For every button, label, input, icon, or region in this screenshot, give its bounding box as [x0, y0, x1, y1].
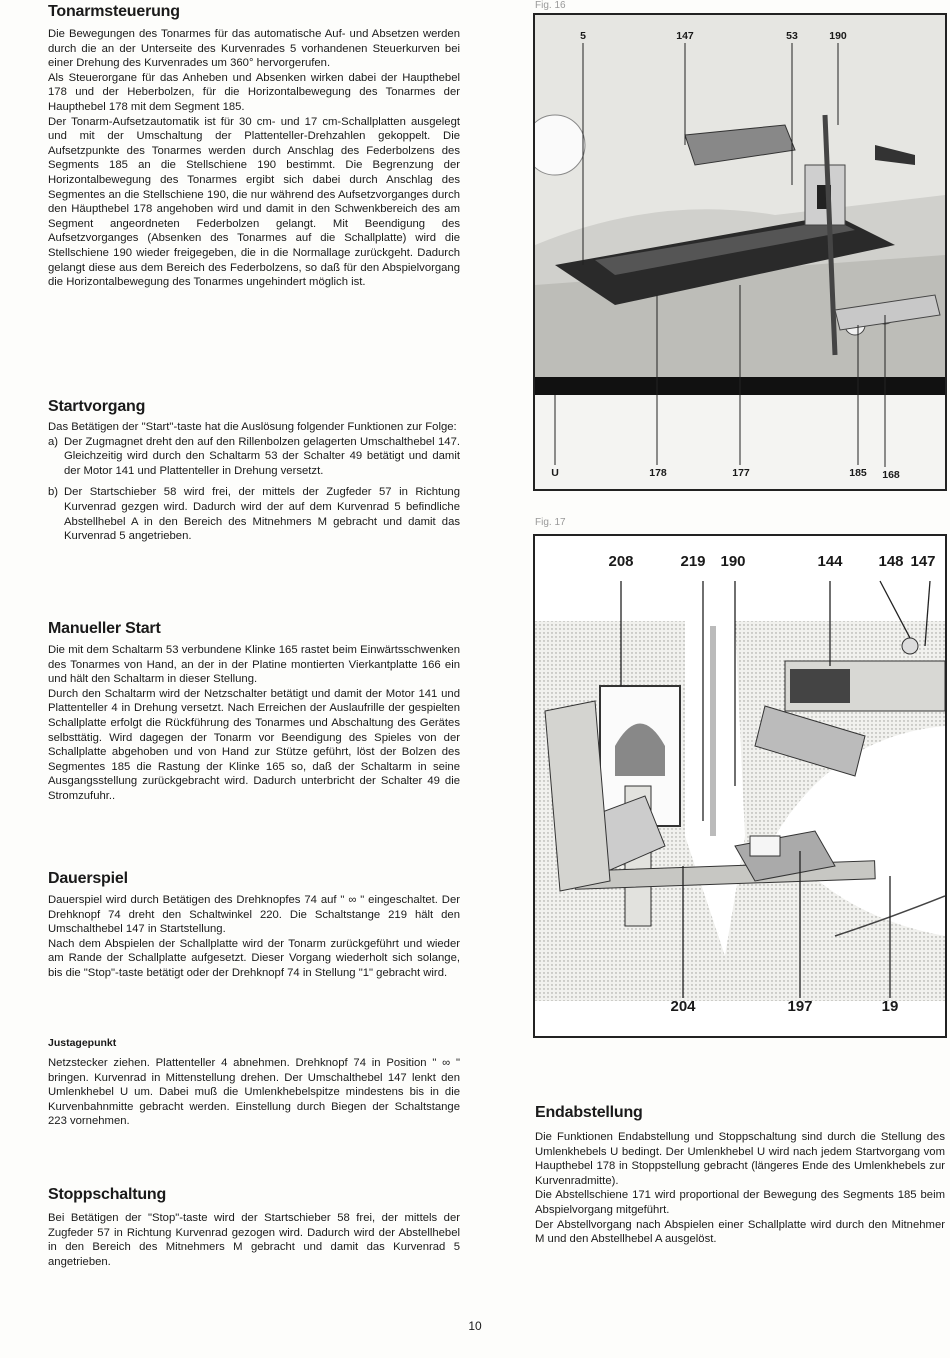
page-number: 10 — [468, 1319, 482, 1333]
list-text: Der Zugmagnet dreht den auf den Rillenbolzen gelagerten Umschalthebel 147. Gleichzeitig wird durch den Schaltarm 53 der Schalter 49 betätigt und damit der Motor 141 und Plattenteller in Drehung versetzt. — [64, 435, 460, 477]
label-178: 178 — [649, 467, 667, 479]
label-144: 144 — [817, 553, 843, 570]
label-19: 19 — [881, 998, 899, 1015]
paragraph: Durch den Schaltarm wird der Netzschalter betätigt und damit der Motor 141 und Plattenteller 4 in Drehung versetzt. Nach Erreichen der Auslaufrille der gespielten Schallplatte erfolgt die Rückführung des Tonarmes und Abschaltung des Gerätes selbsttätig. Wird dagegen der Tonarm vor Beendigung des Spieles von der Schallplatte abgehoben und von Hand zur Stütze geführt, löst der Bolzen des Segmentes 185 die Rastung der Klinke 165 so, daß der Schaltarm in seine Ausgangsstellung zurückgebracht wird. Dadurch unterbricht der Schalter 49 die Stromzufuhr.. — [48, 687, 460, 802]
list-marker: b) — [48, 486, 59, 499]
label-147: 147 — [910, 553, 936, 570]
heading-justagepunkt: Justagepunkt — [48, 1037, 117, 1049]
section-manueller-start — [48, 643, 460, 804]
paragraph: Die mit dem Schaltarm 53 verbundene Klinke 165 rastet beim Einwärtsschwenken des Tonarmes von Hand, an der in der Platine montierten Vierkantplatte 166 ein und hält den Schaltarm in dieser Stellung. — [48, 644, 460, 686]
paragraph: Die Funktionen Endabstellung und Stoppschaltung sind durch die Stellung des Umlenkhebels U bedingt. Der Umlenkhebel U wird nach jedem Startvorgang vom Haupthebel 178 in Stoppstellung gebracht (längeres Ende des Umlenkhebels zur Kurvenradmitte). — [535, 1131, 945, 1187]
label-190: 190 — [720, 553, 746, 570]
paragraph: Die Bewegungen des Tonarmes für das automatische Auf- und Absetzen werden durch die an der Unterseite des Kurvenrades 5 vorhandenen Steuerkurven bei einer Drehung des Kurvenrades um 360° hervorgerufen. — [48, 28, 460, 70]
section-tonarmsteuerung — [48, 27, 460, 290]
heading-tonarmsteuerung: Tonarmsteuerung — [48, 3, 180, 20]
label-208: 208 — [608, 553, 634, 570]
label-219: 219 — [680, 553, 706, 570]
paragraph: Bei Betätigen der "Stop"-taste wird der Startschieber 58 frei, der mittels der Zugfeder 57 in Richtung Kurvenrad gezogen wird. Dadurch wird der Abstellhebel in den Bereich des Mitnehmers M gebracht und damit das Kurvenrad 5 angetrieben. — [48, 1212, 460, 1268]
heading-dauerspiel: Dauerspiel — [48, 870, 128, 887]
heading-startvorgang: Startvorgang — [48, 398, 146, 415]
section-stoppschaltung — [48, 1211, 460, 1269]
label-177: 177 — [732, 467, 750, 479]
paragraph: Netzstecker ziehen. Plattenteller 4 abnehmen. Drehknopf 74 in Position " ∞ " bringen. Kurvenrad in Mittenstellung drehen. Der Umschalthebel 147 lenkt den Umlenkhebel U um. Dabei muß die Umlenkhebelspitze mindestens bis in die Kurvenbahnmitte gebracht werden. Einstellung durch Biegen der Schaltstange 223 vornehmen. — [48, 1057, 460, 1128]
figure-17 — [533, 534, 947, 1038]
label-53: 53 — [786, 30, 798, 42]
figure-17-photo — [535, 536, 945, 1036]
paragraph: Dauerspiel wird durch Betätigen des Drehknopfes 74 auf " ∞ " eingeschaltet. Der Drehknopf 74 dreht den Schaltwinkel 220. Die Schaltstange 219 hält den Umschalthebel 147 in Startstellung. — [48, 894, 460, 936]
paragraph: Der Tonarm-Aufsetzautomatik ist für 30 cm- und 17 cm-Schallplatten ausgelegt und mit der Umschaltung der Plattenteller-Drehzahlen gekoppelt. Die Aufsetzpunkte des Tonarmes werden durch Anschlag des Federbolzens des Segments 185 an die Stellschiene 190 bestimmt. Die Begrenzung der Horizontalbewegung des Tonarmes ergibt sich dabei durch Anschlag des Segmentes an die Stellschiene 190, die nur während des Aufsetzvorganges durch den Häupthebel 178 angehoben wird und damit in den Schwenkbereich des am Segment angeordneten Federbolzen gelangt. Mit Beendigung des Aufsetzvorganges (Absenken des Tonarmes auf die Schallplatte) wird die Stellschiene 190 wieder freigegeben, die in die Normallage zurückgeht. Dadurch gelangt diese aus dem Bereich des Federbolzens, so daß für den Abspielvorgang die Horizontalbewegung des Tonarmes ungehindert möglich ist. — [48, 115, 460, 289]
label-147: 147 — [676, 30, 694, 42]
figure-caption: Fig. 17 — [535, 517, 566, 528]
label-197: 197 — [787, 998, 813, 1015]
label-5: 5 — [580, 30, 586, 42]
paragraph: Als Steuerorgane für das Anheben und Absenken wirken dabei der Haupthebel 178 und der Heberbolzen, für die Horizontalbewegung des Tonarmes der Haupthebel 178 mit dem Segment 185. — [48, 71, 460, 113]
section-endabstellung — [535, 1130, 945, 1247]
paragraph: Nach dem Abspielen der Schallplatte wird der Tonarm zurückgeführt und wieder am Rande der Schallplatte aufgesetzt. Dieser Vorgang wiederholt sich solange, bis die "Stop"-taste betätigt oder der Drehknopf 74 in Stellung "1" gebracht wird. — [48, 937, 460, 979]
figure-16-photo — [535, 15, 945, 489]
section-startvorgang — [48, 420, 460, 544]
paragraph: Der Abstellvorgang nach Abspielen einer Schallplatte wird durch den Mitnehmer M und den Abstellhebel A ausgelöst. — [535, 1218, 945, 1246]
list-item — [48, 485, 460, 543]
label-148: 148 — [878, 553, 904, 570]
section-dauerspiel — [48, 893, 460, 981]
list-item — [48, 435, 460, 479]
label-190: 190 — [829, 30, 847, 42]
label-185: 185 — [849, 467, 867, 479]
figure-16 — [533, 13, 947, 491]
section-justagepunkt — [48, 1056, 460, 1129]
paragraph: Das Betätigen der "Start"-taste hat die Auslösung folgender Funktionen zur Folge: — [48, 421, 457, 433]
list-marker: a) — [48, 435, 59, 448]
label-168: 168 — [882, 469, 900, 481]
heading-endabstellung: Endabstellung — [535, 1104, 643, 1121]
paragraph: Die Abstellschiene 171 wird proportional der Bewegung des Segments 185 beim Abspielvorgang mitgeführt. — [535, 1189, 945, 1216]
figure-caption: Fig. 16 — [535, 0, 566, 11]
label-u: U — [551, 467, 559, 479]
heading-stoppschaltung: Stoppschaltung — [48, 1186, 167, 1203]
list-text: Der Startschieber 58 wird frei, der mittels der Zugfeder 57 in Richtung Kurvenrad gezgen wird. Dadurch wird der auf dem Kurvenrad 5 befindliche Abstellhebel A in den Bereich des Mitnehmers M gebracht und damit das Kurvenrad 5 angetrieben. — [64, 486, 460, 543]
label-204: 204 — [670, 998, 696, 1015]
heading-manueller-start: Manueller Start — [48, 620, 161, 637]
